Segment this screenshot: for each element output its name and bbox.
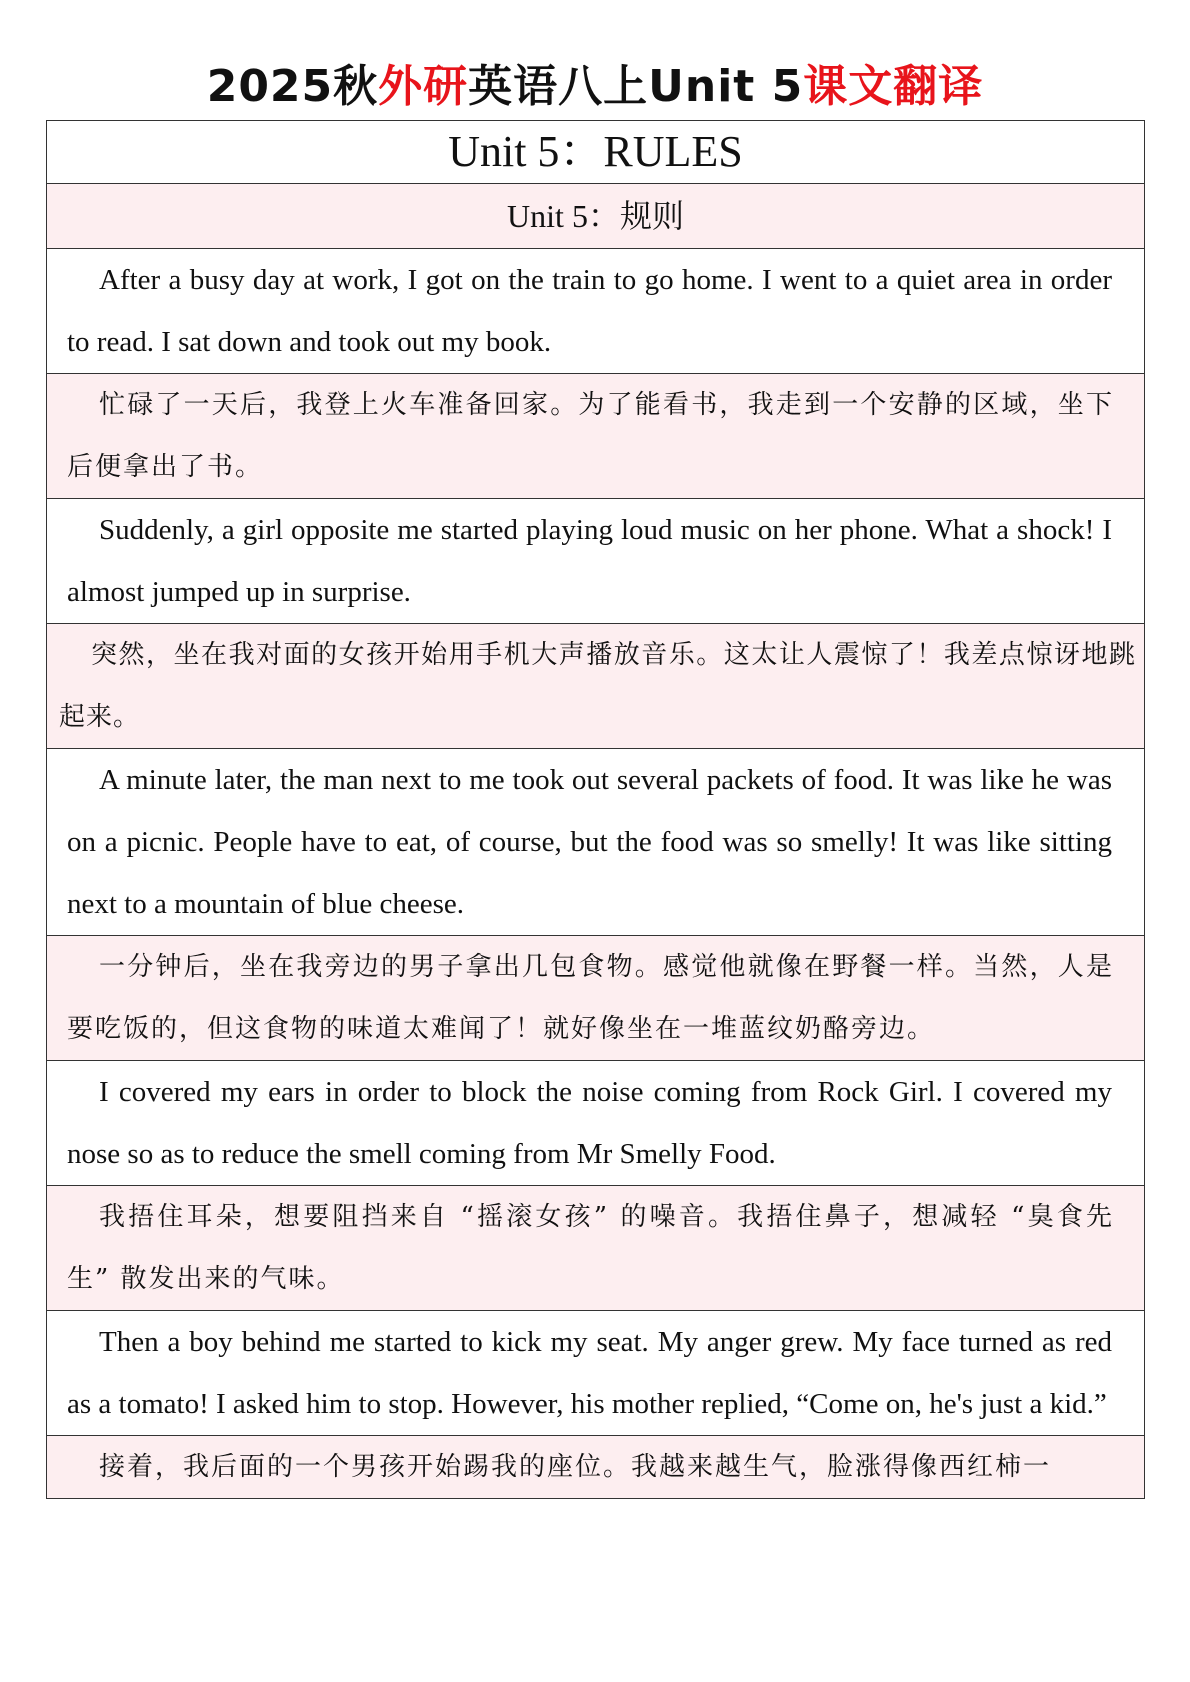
- chinese-paragraph-1: 忙碌了一天后，我登上火车准备回家。为了能看书，我走到一个安静的区域，坐下后便拿出了书。: [47, 374, 1145, 499]
- title-part-translation: 课文翻译: [803, 61, 984, 112]
- document-title: [0, 52, 1190, 122]
- title-part-unit: 英语八上Unit 5: [468, 61, 804, 112]
- english-paragraph-5: Then a boy behind me started to kick my seat. My anger grew. My face turned as red as a tomato! I asked him to stop. However, his mother replied, “Come on, he's just a kid.”: [47, 1311, 1145, 1436]
- chinese-paragraph-4: 我捂住耳朵，想要阻挡来自 “摇滚女孩” 的噪音。我捂住鼻子，想减轻 “臭食先生” 散发出来的气味。: [47, 1186, 1145, 1311]
- table-row: [47, 249, 1145, 374]
- table-row: [47, 1311, 1145, 1436]
- table-row: [47, 1436, 1145, 1499]
- title-part-year: 2025秋: [206, 61, 379, 112]
- chinese-paragraph-2: 突然，坐在我对面的女孩开始用手机大声播放音乐。这太让人震惊了！我差点惊讶地跳起来。: [47, 624, 1145, 749]
- table-subheader-row: [47, 184, 1145, 249]
- table-row: [47, 374, 1145, 499]
- chinese-paragraph-3: 一分钟后，坐在我旁边的男子拿出几包食物。感觉他就像在野餐一样。当然，人是要吃饭的，但这食物的味道太难闻了！就好像坐在一堆蓝纹奶酪旁边。: [47, 936, 1145, 1061]
- table-row: [47, 936, 1145, 1061]
- english-paragraph-2: Suddenly, a girl opposite me started playing loud music on her phone. What a shock! I almost jumped up in surprise.: [47, 499, 1145, 624]
- table-row: [47, 624, 1145, 749]
- unit-heading-chinese: Unit 5：规则: [47, 184, 1145, 249]
- table-row: [47, 1061, 1145, 1186]
- translation-table: [46, 120, 1145, 1499]
- table-row: [47, 499, 1145, 624]
- table-row: [47, 1186, 1145, 1311]
- english-paragraph-4: I covered my ears in order to block the noise coming from Rock Girl. I covered my nose so as to reduce the smell coming from Mr Smelly Food.: [47, 1061, 1145, 1186]
- table-row: [47, 749, 1145, 936]
- title-part-publisher: 外研: [378, 61, 469, 112]
- chinese-paragraph-5: 接着，我后面的一个男孩开始踢我的座位。我越来越生气，脸涨得像西红柿一: [47, 1436, 1145, 1499]
- unit-heading: Unit 5：RULES: [47, 121, 1145, 184]
- english-paragraph-1: After a busy day at work, I got on the train to go home. I went to a quiet area in order to read. I sat down and took out my book.: [47, 249, 1145, 374]
- english-paragraph-3: A minute later, the man next to me took out several packets of food. It was like he was on a picnic. People have to eat, of course, but the food was so smelly! It was like sitting next to a mountain of blue cheese.: [47, 749, 1145, 936]
- table-header-row: [47, 121, 1145, 184]
